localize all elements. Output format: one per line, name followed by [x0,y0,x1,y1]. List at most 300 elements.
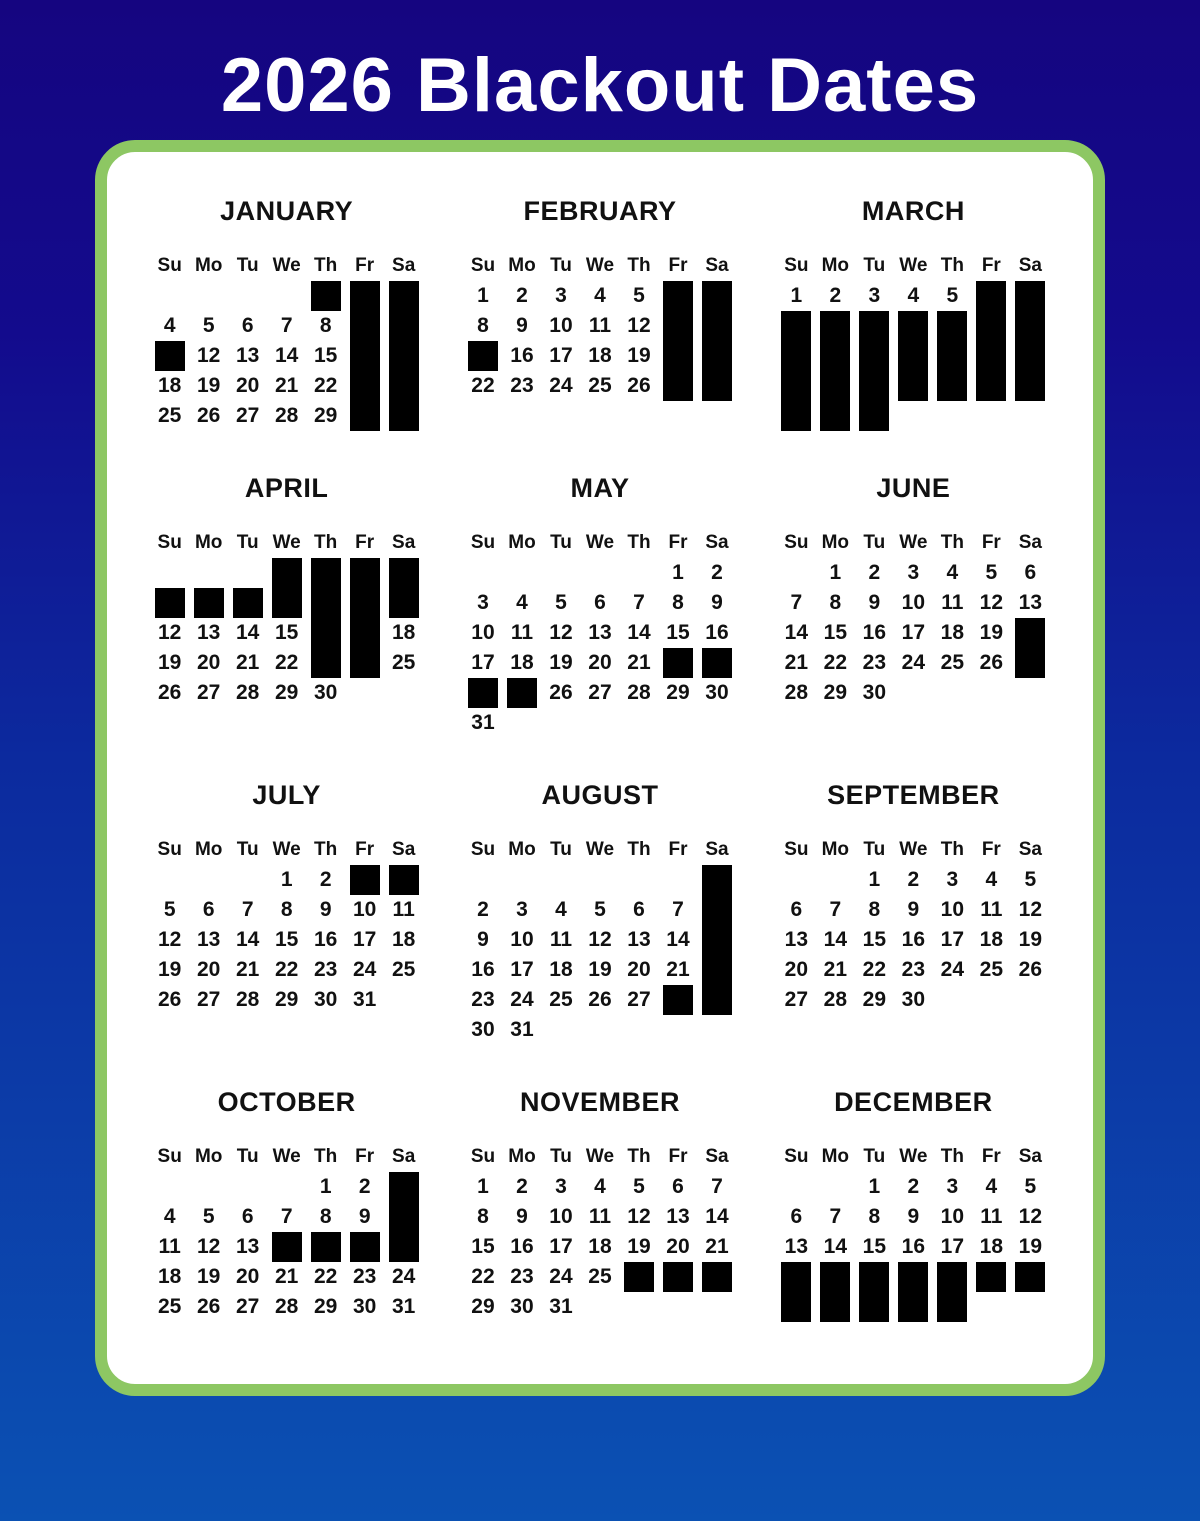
weekday-label: Su [157,531,182,553]
day-cell: 26 [627,373,651,397]
weekday-label: Fr [355,1145,375,1167]
day-cell: 11 [980,1204,1003,1228]
empty-day-cell [658,1015,697,1045]
week-row [150,865,423,895]
empty-day-cell [933,401,972,431]
empty-day-cell [580,1292,619,1322]
day-cell: 1 [477,283,489,307]
day-cell: 19 [627,1234,651,1258]
weekday-label: Sa [1018,254,1042,276]
empty-day-cell [1011,985,1050,1015]
blackout-day-cell [384,341,423,371]
day-cell: 16 [313,927,338,951]
week-row [150,401,423,431]
week-row [463,588,736,618]
day-cell: 17 [940,927,964,951]
empty-day-cell [697,1015,736,1045]
blackout-square [389,371,419,401]
week-row [150,281,423,311]
page-title: 2026 Blackout Dates [220,43,980,128]
empty-day-cell [502,708,541,738]
empty-day-cell [1011,678,1050,708]
day-cell: 18 [979,1234,1003,1258]
blackout-day-cell [345,618,384,648]
blackout-square [350,648,380,678]
day-cell: 16 [510,1234,534,1258]
day-cell: 1 [477,1174,489,1198]
day-cell: 9 [319,897,332,921]
day-cell: 18 [510,650,534,674]
day-cell: 27 [784,987,808,1011]
day-cell: 7 [280,313,293,337]
day-cell: 15 [274,620,299,644]
day-cell: 18 [157,373,182,397]
blackout-square [859,311,889,341]
day-cell: 2 [516,1174,528,1198]
day-cell: 23 [471,987,495,1011]
day-cell: 6 [1024,560,1037,584]
day-cell: 7 [711,1174,723,1198]
blackout-day-cell [345,401,384,431]
month-header [777,1142,1050,1172]
weekday-label: Su [470,254,496,276]
day-cell: 25 [391,957,416,981]
day-cell: 5 [1024,1174,1037,1198]
day-cell: 19 [549,650,573,674]
day-cell: 18 [391,927,416,951]
month-title: OCTOBER [217,1086,356,1117]
blackout-day-cell [1011,618,1050,648]
blackout-day-cell [933,1262,972,1292]
day-cell: 8 [672,590,684,614]
weekday-label: We [272,531,301,553]
day-cell: 4 [163,1204,176,1228]
week-row [777,955,1050,985]
day-cell: 10 [352,897,377,921]
day-cell: 1 [868,867,881,891]
empty-day-cell [816,1172,855,1202]
day-cell: 22 [274,957,299,981]
weekday-row [777,528,1050,558]
day-cell: 14 [823,1234,847,1258]
day-cell: 9 [516,1204,528,1228]
day-cell: 11 [510,620,534,644]
blackout-day-cell [777,371,816,401]
day-cell: 23 [901,957,925,981]
blackout-day-cell [384,558,423,588]
day-cell: 29 [274,987,299,1011]
day-cell: 5 [985,560,998,584]
blackout-day-cell [502,678,541,708]
empty-day-cell [619,1292,658,1322]
day-cell: 21 [274,1264,299,1288]
blackout-day-cell [658,311,697,341]
empty-day-cell [541,865,580,895]
blackout-day-cell [972,1262,1011,1292]
blackout-day-cell [816,1292,855,1322]
blackout-square [311,618,341,648]
blackout-day-cell [697,895,736,925]
day-cell: 16 [901,927,925,951]
weekday-label: We [585,838,615,860]
day-cell: 13 [235,343,260,367]
empty-day-cell [189,558,228,588]
blackout-square [937,371,967,401]
week-row [150,985,423,1015]
month-title: MAY [570,472,630,503]
weekday-label: Mo [194,531,223,553]
blackout-day-cell [267,1232,306,1262]
week-row [463,1262,736,1292]
blackout-day-cell [384,1232,423,1262]
day-cell: 18 [391,620,416,644]
empty-day-cell [658,865,697,895]
day-cell: 15 [862,1234,886,1258]
day-cell: 26 [549,680,573,704]
weekday-label: Mo [194,1145,223,1167]
day-cell: 17 [549,1234,573,1258]
weekday-label: Su [470,1145,496,1167]
weekday-label: Th [314,531,338,553]
weekday-label: Fr [668,1145,688,1167]
day-cell: 7 [672,897,684,921]
blackout-square [859,371,889,401]
day-cell: 7 [633,590,645,614]
month-block [773,780,1053,1015]
empty-day-cell [384,678,423,708]
month-calendar [463,528,736,738]
empty-day-cell [150,558,189,588]
week-row [777,311,1050,341]
blackout-square [1015,311,1045,341]
day-cell: 13 [196,620,221,644]
month-calendar [150,528,423,708]
weekday-label: Fr [355,838,375,860]
empty-day-cell [777,865,816,895]
weekday-label: Tu [236,531,259,553]
blackout-square [781,341,811,371]
month-block [460,473,740,738]
blackout-square [1015,618,1045,648]
day-cell: 5 [1024,867,1037,891]
day-cell: 13 [784,1234,808,1258]
blackout-day-cell [384,588,423,618]
blackout-day-cell [816,371,855,401]
day-cell: 5 [633,283,645,307]
blackout-day-cell [345,281,384,311]
week-row [777,678,1050,708]
blackout-day-cell [345,558,384,588]
blackout-square [976,371,1006,401]
day-cell: 3 [477,590,489,614]
day-cell: 30 [862,680,886,704]
weekday-label: Mo [508,531,536,553]
day-cell: 31 [391,1294,416,1318]
day-cell: 24 [549,373,573,397]
blackout-day-cell [189,588,228,618]
blackout-day-cell [384,1172,423,1202]
blackout-day-cell [697,865,736,895]
day-cell: 18 [157,1264,182,1288]
day-cell: 19 [979,620,1003,644]
day-cell: 11 [549,927,573,951]
empty-day-cell [267,281,306,311]
blackout-square [663,648,693,678]
day-cell: 8 [319,313,332,337]
month-calendar [777,251,1050,431]
day-cell: 29 [313,403,338,427]
month-calendar [463,1142,736,1322]
blackout-day-cell [1011,371,1050,401]
weekday-label: Mo [508,838,536,860]
empty-day-cell [502,865,541,895]
day-cell: 24 [901,650,925,674]
day-cell: 2 [358,1174,371,1198]
day-cell: 18 [588,343,612,367]
empty-day-cell [541,708,580,738]
day-cell: 30 [313,680,338,704]
weekday-label: We [272,838,301,860]
blackout-square [781,401,811,431]
weekday-row [777,1142,1050,1172]
day-cell: 5 [594,897,606,921]
blackout-day-cell [658,1262,697,1292]
month-header [150,251,423,281]
day-cell: 22 [823,650,847,674]
weekday-label: Th [940,531,964,553]
day-cell: 21 [627,650,651,674]
weekday-label: Mo [821,838,850,860]
blackout-square [624,1262,654,1292]
day-cell: 9 [711,590,723,614]
blackout-day-cell [345,311,384,341]
day-cell: 20 [784,957,808,981]
day-cell: 1 [868,1174,881,1198]
blackout-square [663,1262,693,1292]
day-cell: 2 [516,283,528,307]
month-header [777,251,1050,281]
month-body [777,1172,1050,1322]
weekday-label: Th [314,254,338,276]
day-cell: 21 [823,957,847,981]
weekday-label: Sa [705,531,729,553]
week-row [777,1172,1050,1202]
month-block [147,780,427,1015]
blackout-square [820,401,850,431]
blackout-day-cell [384,1202,423,1232]
month-header [463,835,736,865]
blackout-day-cell [1011,281,1050,311]
blackout-square [702,281,732,311]
empty-day-cell [580,1015,619,1045]
day-cell: 26 [1018,957,1042,981]
blackout-square [937,341,967,371]
day-cell: 13 [588,620,612,644]
blackout-square [311,648,341,678]
weekday-label: Tu [236,1145,259,1167]
day-cell: 15 [313,343,338,367]
weekday-label: Mo [821,1145,850,1167]
blackout-square [702,371,732,401]
blackout-day-cell [816,341,855,371]
day-cell: 27 [196,680,221,704]
week-row [777,925,1050,955]
blackout-square [663,311,693,341]
weekday-label: We [899,254,928,276]
day-cell: 25 [157,403,182,427]
weekday-label: Sa [705,254,729,276]
blackout-day-cell [658,341,697,371]
day-cell: 8 [280,897,293,921]
blackout-square [976,1262,1006,1292]
empty-day-cell [463,558,502,588]
month-body [150,1172,423,1322]
blackout-square [350,401,380,431]
weekday-label: We [272,254,301,276]
blackout-day-cell [855,311,894,341]
day-cell: 28 [274,403,299,427]
blackout-day-cell [894,371,933,401]
blackout-day-cell [777,341,816,371]
week-row [150,1172,423,1202]
blackout-square [702,895,732,925]
day-cell: 2 [829,283,842,307]
day-cell: 4 [594,283,606,307]
day-cell: 29 [471,1294,495,1318]
week-row [777,1292,1050,1322]
weekday-label: We [585,1145,615,1167]
week-row [150,618,423,648]
blackout-square [702,648,732,678]
blackout-square [389,1202,419,1232]
day-cell: 4 [946,560,959,584]
day-cell: 27 [196,987,221,1011]
blackout-day-cell [855,371,894,401]
day-cell: 20 [196,650,221,674]
day-cell: 17 [471,650,495,674]
blackout-day-cell [1011,648,1050,678]
blackout-day-cell [1011,341,1050,371]
month-body [463,558,736,738]
blackout-square [311,558,341,588]
month-block [773,1087,1053,1322]
day-cell: 5 [202,313,215,337]
blackout-square [389,1232,419,1262]
months-grid [137,196,1063,1322]
day-cell: 20 [666,1234,690,1258]
weekday-label: Th [314,838,338,860]
week-row [463,558,736,588]
day-cell: 3 [946,867,959,891]
blackout-day-cell [777,401,816,431]
week-row [777,895,1050,925]
week-row [463,955,736,985]
blackout-day-cell [345,371,384,401]
week-row [463,281,736,311]
weekday-label: Sa [705,1145,729,1167]
weekday-label: Mo [508,254,536,276]
month-title: SEPTEMBER [827,779,1000,810]
empty-day-cell [972,678,1011,708]
day-cell: 1 [319,1174,332,1198]
month-header [463,528,736,558]
day-cell: 20 [588,650,612,674]
empty-day-cell [580,558,619,588]
blackout-square [350,281,380,311]
day-cell: 19 [157,650,182,674]
day-cell: 31 [549,1294,573,1318]
blackout-square [350,588,380,618]
day-cell: 28 [235,987,260,1011]
day-cell: 21 [235,957,260,981]
day-cell: 24 [940,957,964,981]
empty-day-cell [972,401,1011,431]
blackout-square [1015,341,1045,371]
blackout-square [155,341,185,371]
blackout-day-cell [816,311,855,341]
day-cell: 19 [627,343,651,367]
blackout-square [702,1262,732,1292]
weekday-label: Tu [550,254,572,276]
blackout-day-cell [894,341,933,371]
blackout-square [350,341,380,371]
day-cell: 22 [862,957,886,981]
day-cell: 25 [549,987,573,1011]
blackout-square [937,1262,967,1292]
month-title: AUGUST [541,779,659,810]
blackout-day-cell [384,371,423,401]
month-block [773,196,1053,431]
empty-day-cell [894,401,933,431]
blackout-day-cell [384,865,423,895]
day-cell: 11 [588,1204,612,1228]
week-row [777,648,1050,678]
day-cell: 4 [907,283,920,307]
day-cell: 10 [471,620,495,644]
month-block [147,196,427,431]
blackout-day-cell [894,1292,933,1322]
blackout-square [389,865,419,895]
blackout-square [233,588,263,618]
weekday-label: Th [940,838,964,860]
day-cell: 31 [471,710,495,734]
week-row [777,618,1050,648]
day-cell: 15 [666,620,690,644]
day-cell: 7 [829,897,842,921]
week-row [150,1262,423,1292]
day-cell: 5 [202,1204,215,1228]
day-cell: 6 [790,1204,803,1228]
week-row [150,1232,423,1262]
weekday-label: We [899,838,928,860]
day-cell: 20 [235,1264,260,1288]
blackout-day-cell [697,311,736,341]
month-calendar [777,835,1050,1015]
blackout-day-cell [894,1262,933,1292]
blackout-square [781,1292,811,1322]
day-cell: 11 [392,897,415,921]
day-cell: 6 [241,313,254,337]
weekday-label: Tu [863,838,886,860]
day-cell: 6 [633,897,645,921]
blackout-day-cell [463,341,502,371]
blackout-day-cell [697,341,736,371]
day-cell: 13 [627,927,651,951]
empty-day-cell [894,678,933,708]
week-row [777,865,1050,895]
day-cell: 1 [280,867,293,891]
day-cell: 17 [352,927,377,951]
